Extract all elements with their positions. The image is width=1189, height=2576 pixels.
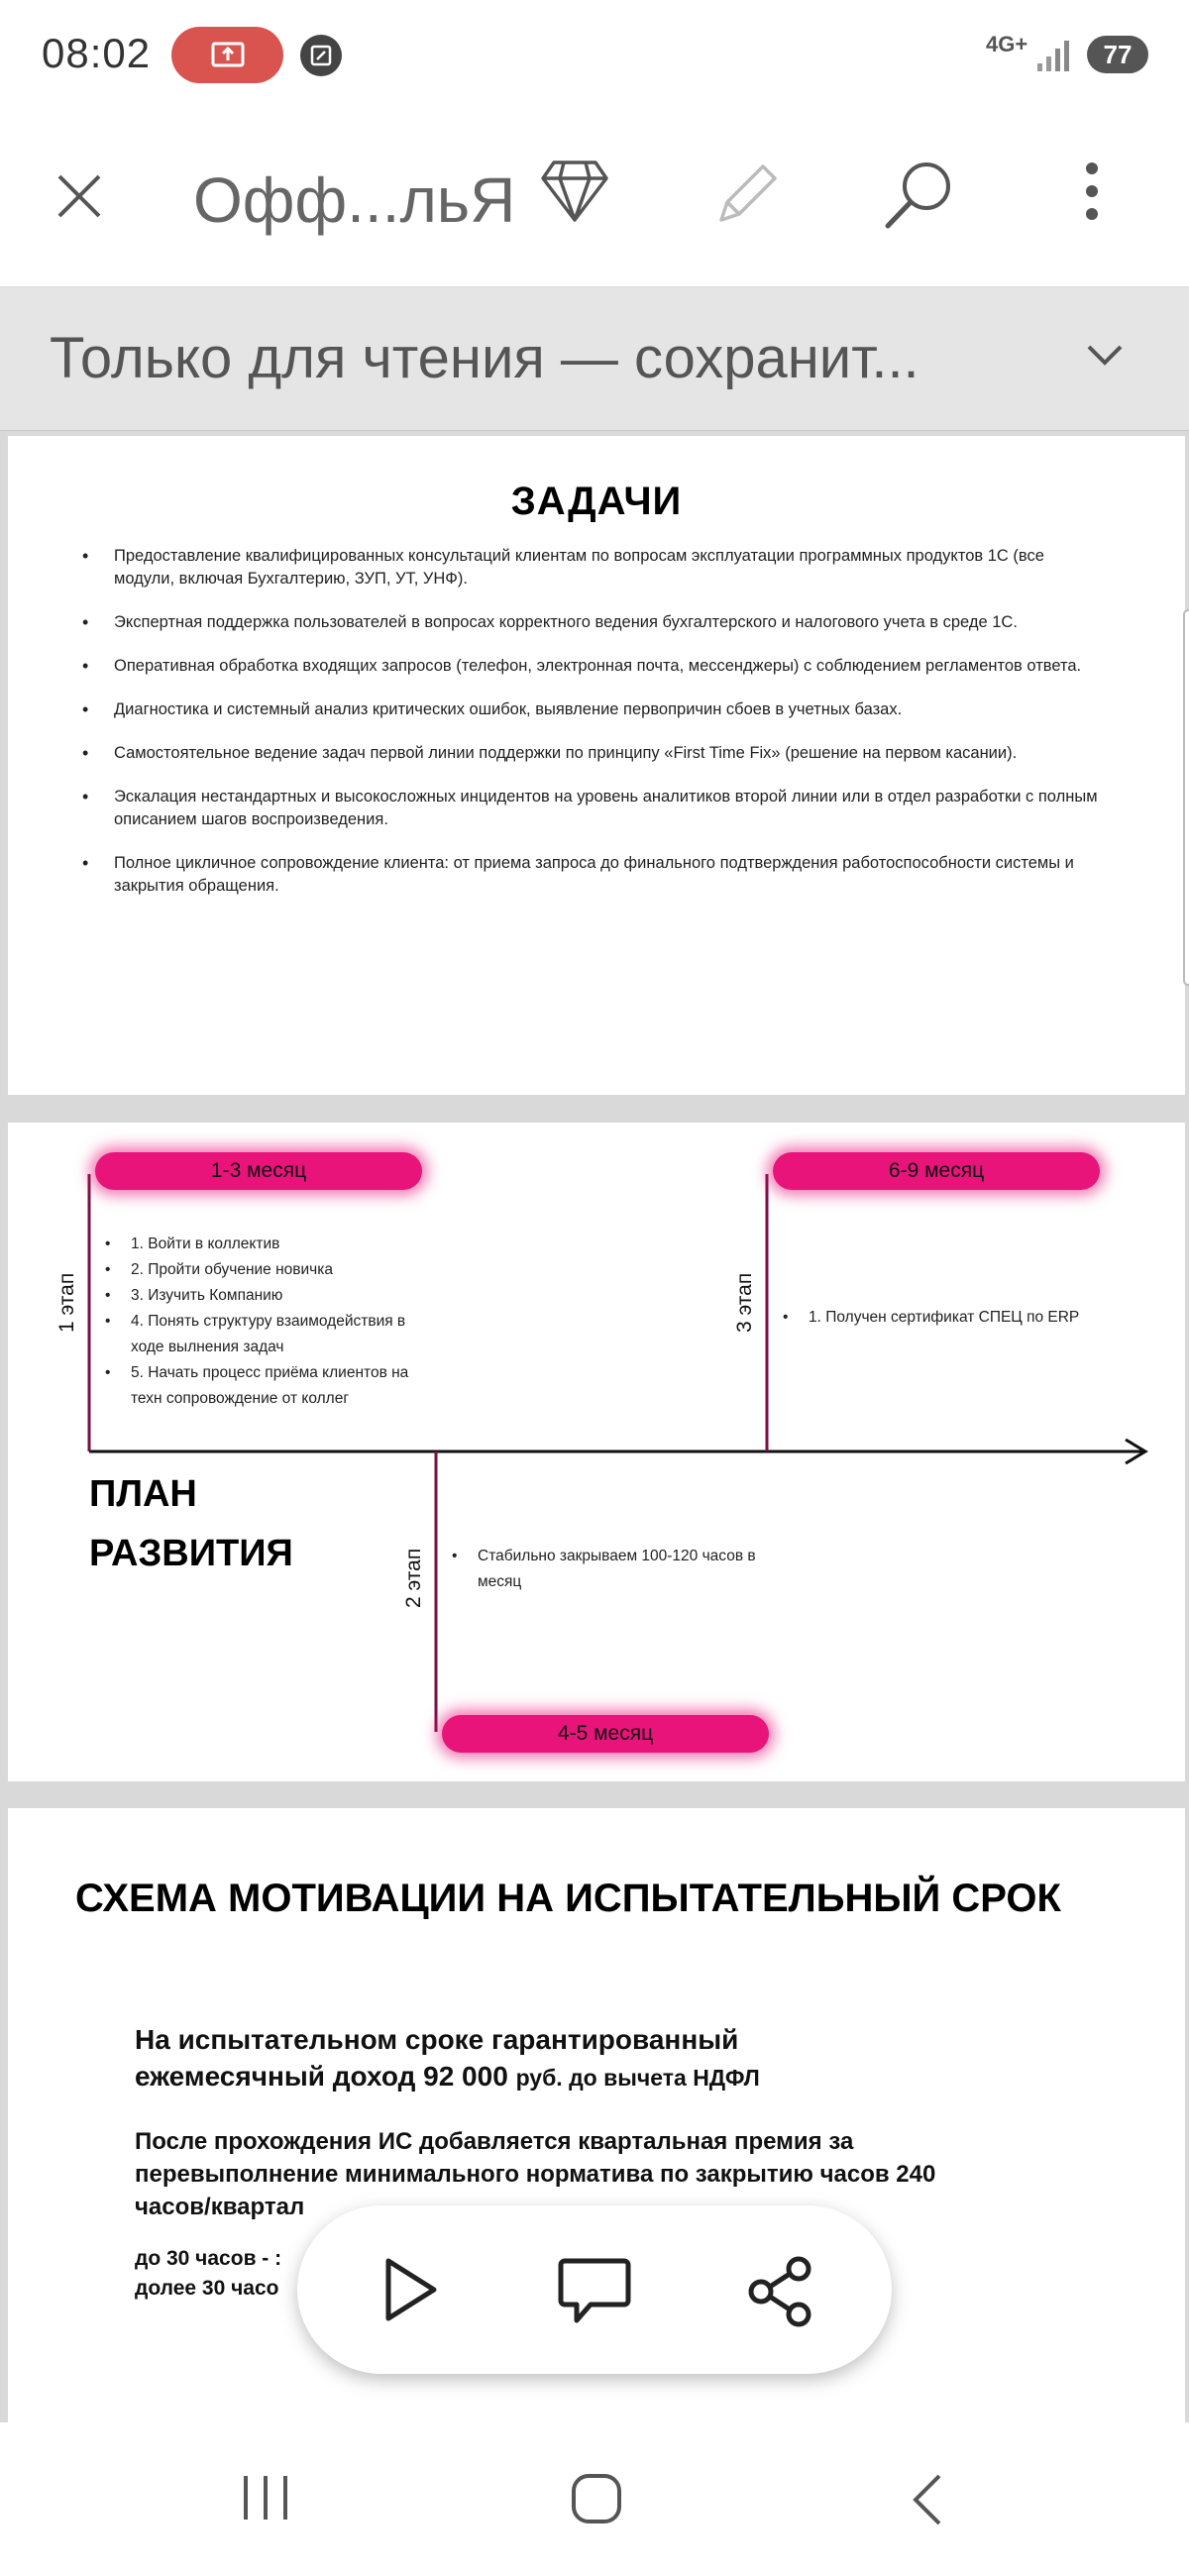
bonus-tier-2: долее 30 часо — [135, 2277, 279, 2300]
slide-development-plan[interactable] — [8, 1123, 1185, 1781]
status-time: 08:02 — [42, 30, 152, 76]
pencil-icon[interactable] — [713, 159, 783, 228]
list-item: • 5. Начать процесс приёма клиентов на техн сопровождение от коллег — [105, 1360, 442, 1412]
stage1-period-badge: 1-3 месяц — [95, 1152, 422, 1190]
stage3-label: 3 этап — [733, 1272, 756, 1333]
list-item: • 1. Войти в коллектив — [105, 1232, 442, 1257]
list-item: • Экспертная поддержка пользователей в вопросах корректного ведения бухгалтерского и налогового учета в среде 1С. — [82, 611, 1103, 634]
share-icon[interactable] — [745, 2255, 814, 2328]
network-type: 4G+ — [986, 32, 1028, 56]
plan-title — [89, 1464, 293, 1583]
chevron-down-icon[interactable] — [1085, 342, 1125, 368]
list-item: • Самостоятельное ведение задач первой линии поддержки по принципу «First Time Fix» (решение на первом касании). — [82, 742, 1103, 765]
floating-action-bar — [297, 2205, 892, 2374]
tasks-list — [82, 545, 1103, 918]
list-item: • 3. Изучить Компанию — [105, 1283, 442, 1309]
quarterly-bonus-text: После прохождения ИС добавляется квартальная премия за перевыполнение минимального норматива по закрытию часов 240 часов/квартал — [135, 2128, 936, 2220]
bonus-tier-1: до 30 часов - : — [135, 2247, 282, 2270]
search-icon[interactable] — [882, 159, 956, 233]
income-suffix: руб. до вычета НДФЛ — [515, 2065, 760, 2091]
play-icon[interactable] — [375, 2255, 444, 2324]
list-item: • 2. Пройти обучение новичка — [105, 1257, 442, 1283]
battery-level: 77 — [1103, 39, 1133, 69]
guaranteed-income-text — [135, 2021, 760, 2096]
list-item: • Диагностика и системный анализ критических ошибок, выявление первопричин сбоев в учетных базах. — [82, 698, 1103, 721]
stage1-steps — [105, 1232, 442, 1412]
comment-icon[interactable] — [557, 2255, 632, 2328]
slide-scroll-indicator[interactable] — [1183, 609, 1189, 986]
back-icon[interactable] — [910, 2472, 945, 2527]
bonus-tiers-text — [135, 2244, 281, 2304]
income-line1: На испытательном сроке гарантированный — [135, 2024, 739, 2055]
battery-indicator — [1087, 36, 1148, 73]
status-bar — [0, 0, 1189, 114]
home-icon[interactable] — [570, 2472, 623, 2525]
list-item: • 1. Получен сертификат СПЕЦ по ERP — [783, 1305, 1139, 1331]
stage2-steps — [452, 1544, 789, 1595]
slide-title: СХЕМА МОТИВАЦИИ НА ИСПЫТАТЕЛЬНЫЙ СРОК — [75, 1877, 1061, 1920]
signal-icon — [1035, 38, 1075, 73]
list-item: • Предоставление квалифицированных консультаций клиентам по вопросам эксплуатации программных продуктов 1С (все модули, включая Бухгалтерию, ЗУП, УТ, УНФ). — [82, 545, 1103, 590]
stage1-label: 1 этап — [55, 1272, 78, 1333]
list-item: • Полное цикличное сопровождение клиента: от приема запроса до финального подтверждения работоспособности системы и закрытия обращения. — [82, 852, 1103, 898]
edit-note-icon — [300, 35, 342, 76]
app-toolbar — [0, 114, 1189, 287]
diamond-icon[interactable] — [540, 159, 609, 224]
screen-share-icon — [211, 42, 245, 69]
plan-title-line2: РАЗВИТИЯ — [89, 1533, 293, 1574]
slide-tasks[interactable] — [8, 436, 1185, 1095]
list-item: • Оперативная обработка входящих запросов (телефон, электронная почта, мессенджеры) с соблюдением регламентов ответа. — [82, 655, 1103, 678]
document-title[interactable]: Офф...льЯ — [193, 164, 516, 236]
income-line2 — [135, 2058, 760, 2096]
stage2-period-badge: 4-5 месяц — [442, 1715, 769, 1753]
read-only-text: Только для чтения — сохранит... — [50, 326, 919, 390]
list-item: • 4. Понять структуру взаимодействия в ходе вылнения задач — [105, 1309, 442, 1360]
system-nav-bar — [0, 2422, 1189, 2576]
list-item: • Эскалация нестандартных и высокосложных инцидентов на уровень аналитиков второй линии или в отдел разработки с полным описанием шагов воспроизведения. — [82, 786, 1103, 831]
list-item: • Стабильно закрываем 100-120 часов в месяц — [452, 1544, 789, 1595]
income-amount: ежемесячный доход 92 000 — [135, 2061, 508, 2092]
slide-title: ЗАДАЧИ — [510, 480, 683, 523]
read-only-banner[interactable] — [0, 287, 1189, 431]
stage2-label: 2 этап — [402, 1548, 425, 1608]
stage3-period-badge: 6-9 месяц — [773, 1152, 1100, 1190]
plan-title-line1: ПЛАН — [89, 1473, 197, 1515]
recents-icon[interactable] — [238, 2472, 293, 2523]
stage3-steps — [783, 1305, 1139, 1331]
more-vert-icon[interactable] — [1080, 159, 1104, 228]
timeline-diagram — [8, 1123, 1185, 1781]
close-icon[interactable] — [54, 171, 104, 221]
screen-record-indicator[interactable] — [171, 27, 283, 83]
